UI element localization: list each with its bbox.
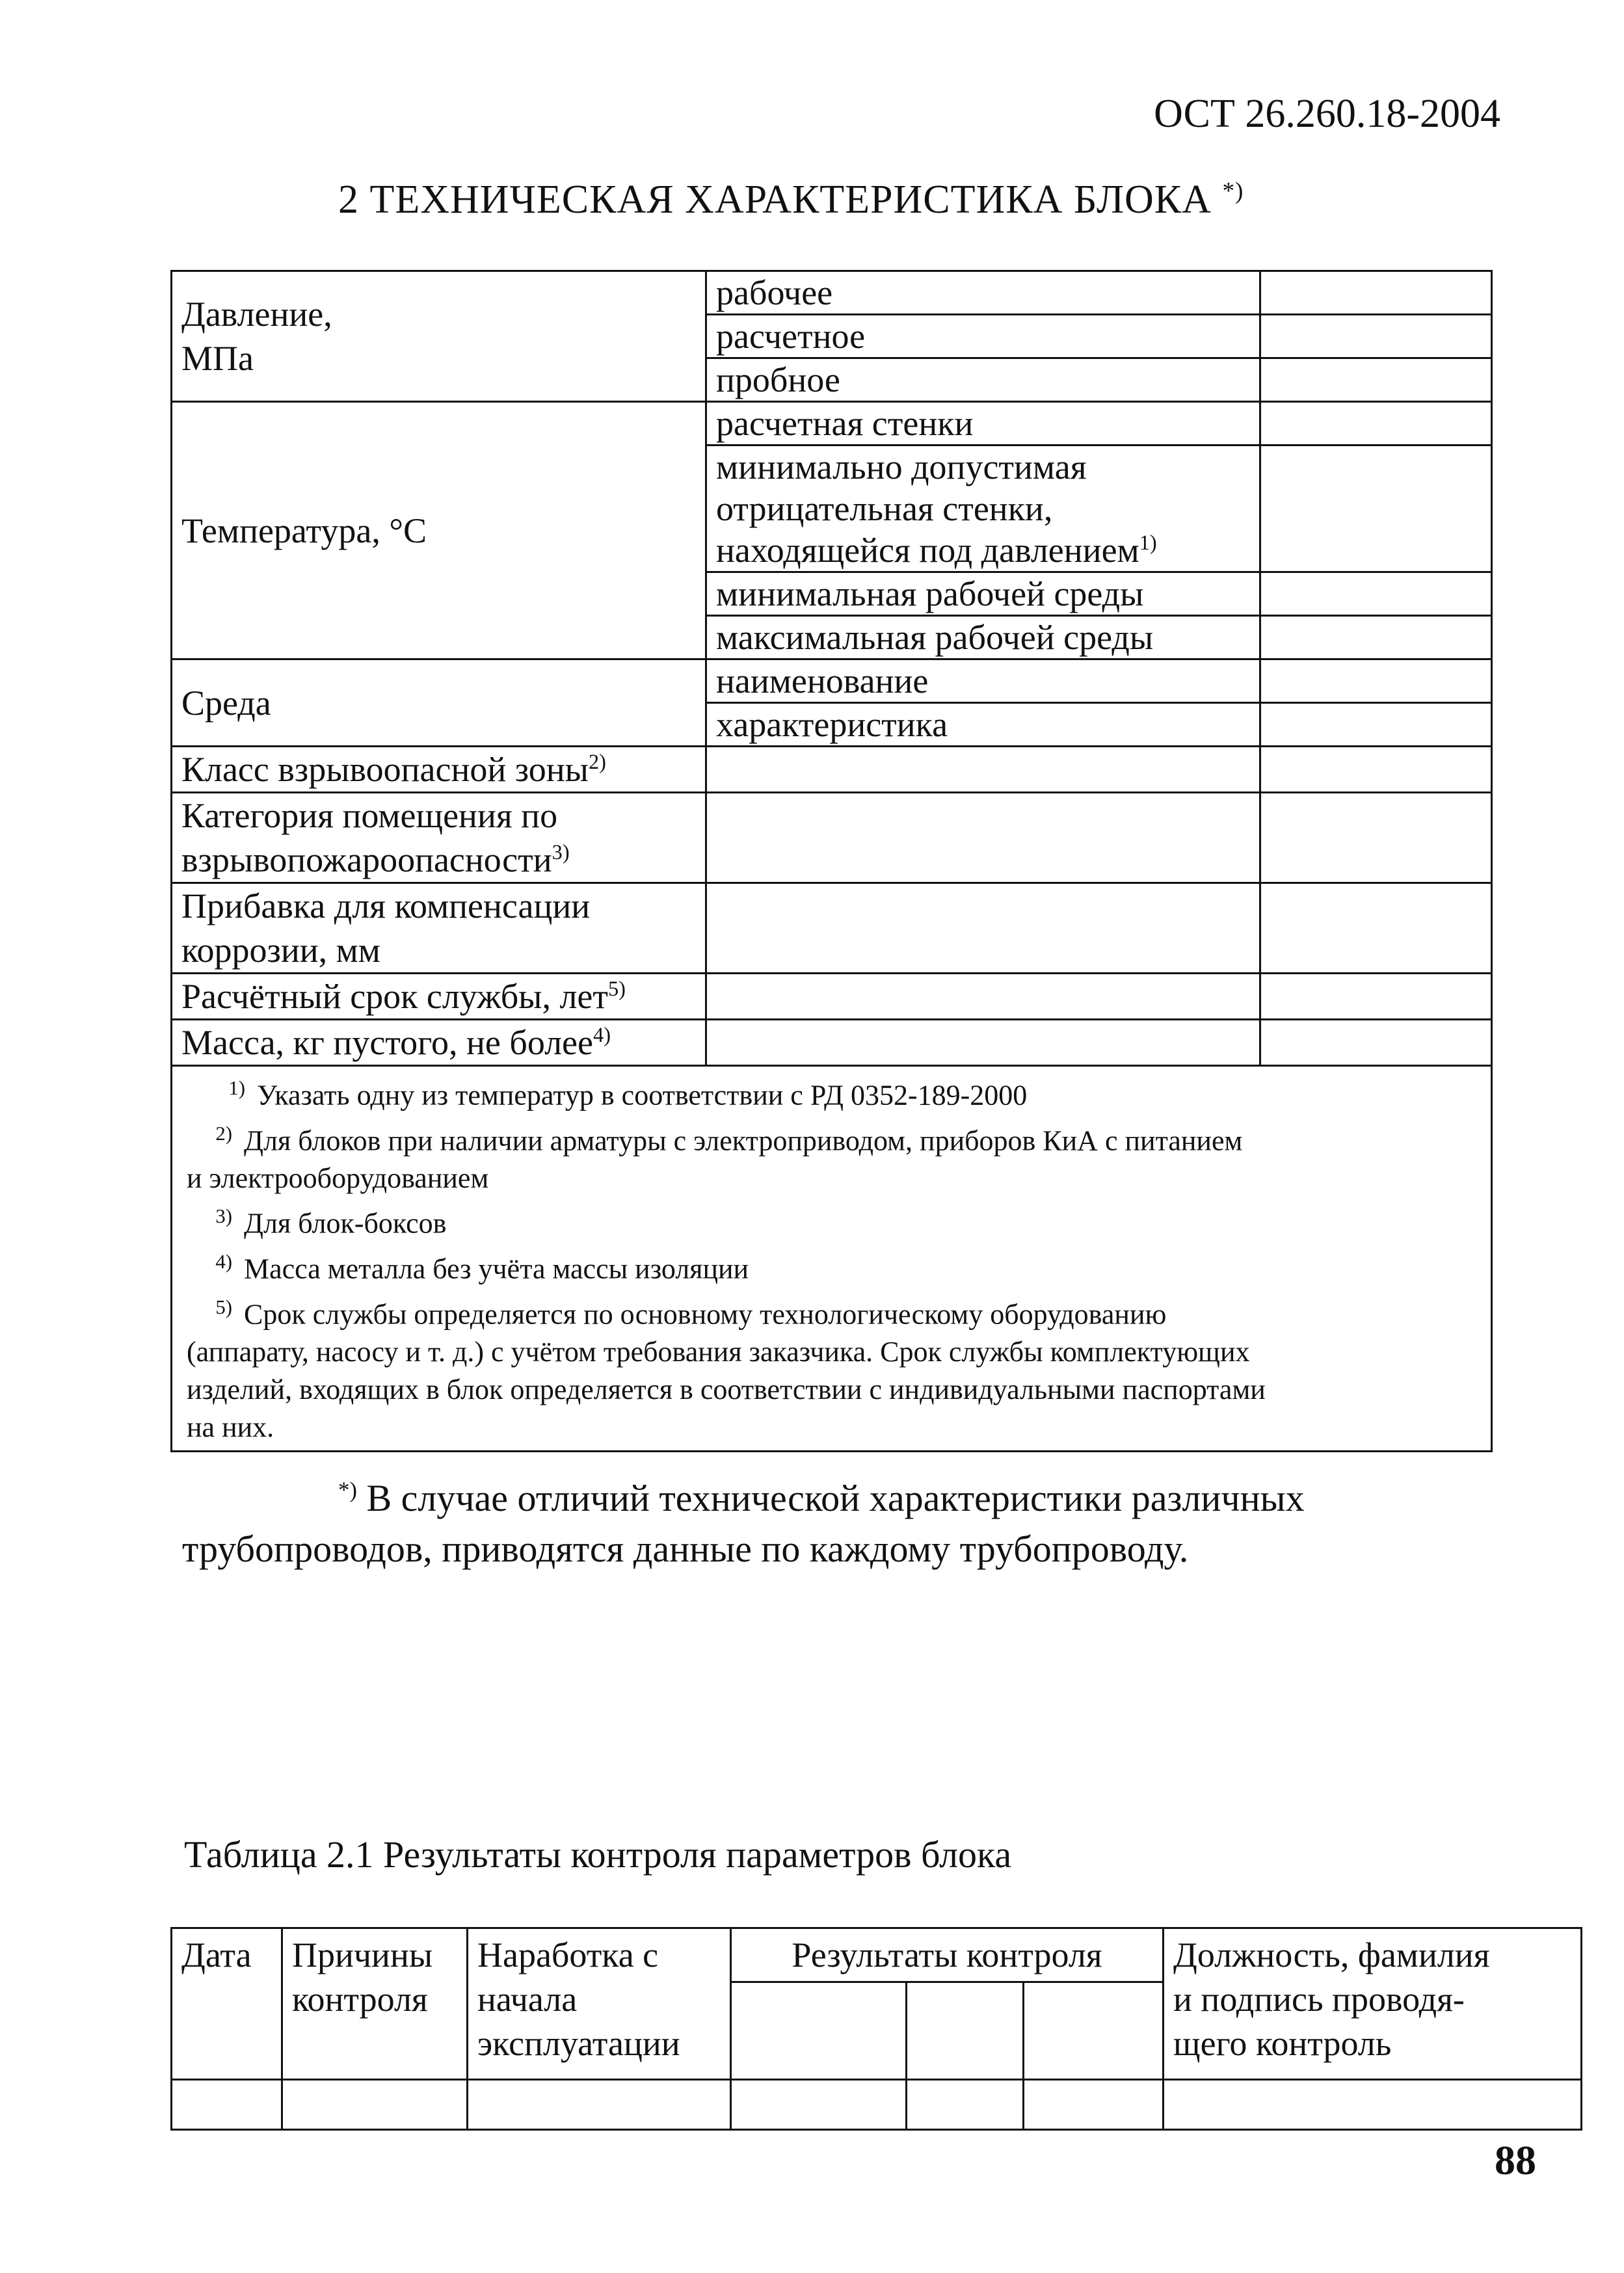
medium-label: Среда [172,659,706,747]
general-note [182,1473,1418,1575]
footnote-5 [187,1288,1476,1334]
value-cell [1260,358,1492,402]
empty-cell [907,2080,1024,2130]
value-cell [1260,445,1492,572]
zone-class-label [172,747,706,793]
value-cell [706,793,1260,883]
pressure-design-label: расчетное [706,315,1260,358]
table-row [172,271,1492,315]
document-code: ОСТ 26.260.18-2004 [1154,92,1500,136]
note-line1-text: В случае отличий технической характеристики различных [357,1477,1305,1519]
room-category-line1: Категория помещения по [181,796,558,835]
room-category-line2 [181,838,696,882]
service-life-text: Расчётный срок службы, лет [181,977,608,1016]
footnote-mark: 2) [588,751,606,774]
footnote-3 [187,1197,1476,1243]
pressure-label-cell [172,271,706,402]
service-life-label [172,974,706,1020]
table-row [172,1928,1582,1982]
value-cell [1260,793,1492,883]
medium-name-label: наименование [706,659,1260,703]
table-row [172,747,1492,793]
technical-spec-table [170,270,1493,1452]
section-title-text: 2 ТЕХНИЧЕСКАЯ ХАРАКТЕРИСТИКА БЛОКА [338,178,1212,222]
footnote-mark: 1) [1139,531,1157,555]
corrosion-line2: коррозии, мм [181,931,380,970]
pressure-label-line1: Давление, [181,295,332,334]
temperature-min-medium: минимальная рабочей среды [706,572,1260,616]
corrosion-allowance-label [172,883,706,974]
zone-class-text: Класс взрывоопасной зоны [181,750,589,789]
room-category-label [172,793,706,883]
footnote-number: 1) [228,1077,245,1099]
table-row [172,659,1492,703]
value-cell [1260,402,1492,445]
table-row [172,974,1492,1020]
temperature-min-line3-text: находящейся под давлением [716,531,1139,570]
header-reason [282,1928,468,2080]
footnote-mark: 4) [593,1024,611,1047]
footnote-text: Для блоков при наличии арматуры с электроприводом, приборов КиА с питанием [244,1124,1243,1157]
temperature-max-medium: максимальная рабочей среды [706,616,1260,659]
footnote-1 [187,1069,1476,1115]
pressure-working-label: рабочее [706,271,1260,315]
footnote-mark: 5) [607,977,626,1001]
table-row [172,402,1492,445]
footnote-2-continuation: и электрооборудованием [187,1162,489,1195]
footnote-text: Для блок-боксов [244,1207,447,1240]
section-title [338,177,1244,223]
value-cell [1260,572,1492,616]
temperature-min-line2: отрицательная стенки, [716,489,1053,528]
value-cell [1260,703,1492,747]
note-line1 [182,1473,1418,1524]
note-mark: *) [338,1477,357,1503]
header-runtime [468,1928,731,2080]
footnote-mark: 3) [552,841,570,864]
header-runtime-line3: эксплуатации [477,2024,680,2063]
header-position-line2: и подпись проводя- [1173,1980,1465,2019]
temperature-min-negative-wall [706,445,1260,572]
footnote-text: Масса металла без учёта массы изоляции [244,1253,749,1285]
table-row [172,1066,1492,1452]
value-cell [1260,315,1492,358]
pressure-test-label: пробное [706,358,1260,402]
temperature-min-line1: минимально допустимая [716,447,1087,486]
empty-cell [731,2080,907,2130]
footnote-5-continuation: изделий, входящих в блок определяется в соответствии с индивидуальными паспортами [187,1374,1266,1406]
empty-cell [1164,2080,1582,2130]
value-cell [706,883,1260,974]
temperature-design-wall: расчетная стенки [706,402,1260,445]
value-cell [1260,659,1492,703]
room-category-line2-text: взрывопожароопасности [181,840,552,879]
value-cell [1260,747,1492,793]
section-title-mark: *) [1222,178,1244,205]
footnotes-cell [172,1066,1492,1452]
results-subcell [731,1982,907,2080]
header-runtime-line1: Наработка с [477,1935,659,1974]
mass-label [172,1020,706,1066]
empty-cell [1024,2080,1164,2130]
footnote-5-continuation: на них. [187,1411,274,1444]
footnote-number: 5) [215,1296,232,1318]
pressure-label-line2: МПа [181,339,254,378]
header-reason-line2: контроля [292,1980,428,2019]
value-cell [706,974,1260,1020]
table-row [172,1020,1492,1066]
value-cell [1260,616,1492,659]
value-cell [706,1020,1260,1066]
footnote-number: 4) [215,1250,232,1273]
value-cell [706,747,1260,793]
mass-text: Масса, кг пустого, не более [181,1023,593,1062]
footnote-text: Срок службы определяется по основному технологическому оборудованию [244,1298,1167,1331]
table-row [172,793,1492,883]
header-reason-line1: Причины [292,1935,433,1974]
control-results-table [170,1927,1582,2131]
results-subcell [1024,1982,1164,2080]
note-line2: трубопроводов, приводятся данные по каждому трубопроводу. [182,1528,1189,1570]
value-cell [1260,271,1492,315]
footnote-number: 3) [215,1205,232,1228]
table-row [172,883,1492,974]
value-cell [1260,1020,1492,1066]
table-2-1-title: Таблица 2.1 Результаты контроля параметров блока [184,1833,1012,1876]
header-position-line1: Должность, фамилия [1173,1935,1490,1974]
footnote-text: Указать одну из температур в соответствии с РД 0352-189-2000 [257,1079,1028,1111]
footnote-5-continuation: (аппарату, насосу и т. д.) с учётом требования заказчика. Срок службы комплектующих [187,1336,1250,1368]
empty-cell [282,2080,468,2130]
corrosion-line1: Прибавка для компенсации [181,886,591,925]
empty-cell [468,2080,731,2130]
value-cell [1260,974,1492,1020]
medium-characteristic-label: характеристика [706,703,1260,747]
header-date: Дата [172,1928,282,2080]
temperature-label: Температура, °С [172,402,706,659]
footnote-2 [187,1115,1476,1160]
header-runtime-line2: начала [477,1980,578,2019]
temperature-min-line3 [716,529,1250,571]
value-cell [1260,883,1492,974]
header-position-line3: щего контроль [1173,2024,1392,2063]
footnote-4 [187,1243,1476,1288]
footnote-number: 2) [215,1122,232,1145]
table-row [172,2080,1582,2130]
header-control-results: Результаты контроля [731,1928,1164,1982]
empty-cell [172,2080,282,2130]
page-number: 88 [1495,2137,1536,2183]
header-position [1164,1928,1582,2080]
results-subcell [907,1982,1024,2080]
